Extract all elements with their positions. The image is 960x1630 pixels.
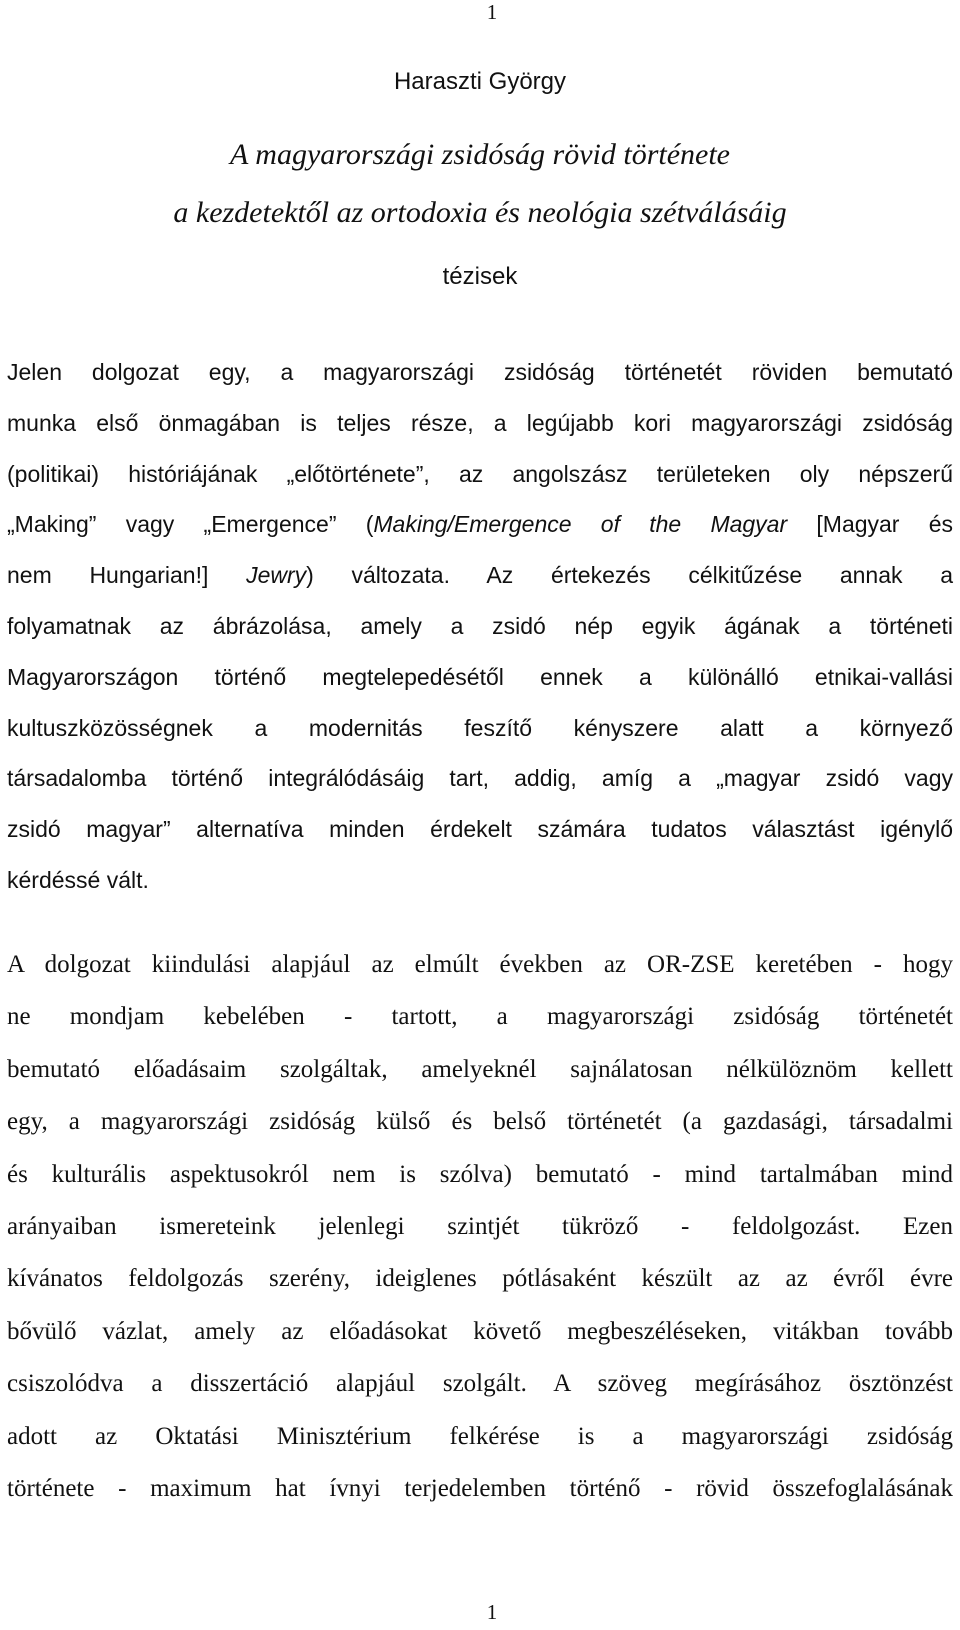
paragraph-2 xyxy=(7,939,953,1515)
author-name: Haraszti György xyxy=(393,68,567,95)
paragraph-1-line xyxy=(7,499,953,550)
paragraph-1-text: nem Hungarian!] xyxy=(7,562,247,589)
paragraph-1-italic-text: Making/Emergence of the Magyar xyxy=(373,511,788,538)
paragraph-1-line: zsidó magyar” alternatíva minden érdekelt számára tudatos választást igénylő xyxy=(7,816,953,843)
paragraph-2-line: A dolgozat kiindulási alapjául az elmúlt években az OR-ZSE keretében - hogy xyxy=(7,951,953,978)
paragraph-1-text: „Making” vagy „Emergence” ( xyxy=(7,511,374,538)
paragraph-1-line: kérdéssé vált. xyxy=(7,866,149,893)
page-number-bottom: 1 xyxy=(486,1600,498,1624)
paragraph-2-line: arányaiban ismereteink jelenlegi szintjét tükröző - feldolgozást. Ezen xyxy=(7,1212,953,1240)
paragraph-1-italic-text: Jewry xyxy=(246,562,307,589)
paragraph-2-line: ne mondjam kebelében - tartott, a magyarországi zsidóság történetét xyxy=(7,1003,953,1031)
paragraph-1-line: (politikai) históriájának „előtörténete”, az angolszász területeken oly népszerű xyxy=(7,460,953,487)
paragraph-2-line: bővülő vázlat, amely az előadásokat követő megbeszéléseken, vitákban tovább xyxy=(7,1317,953,1345)
paragraph-2-line: adott az Oktatási Minisztérium felkérése is a magyarországi zsidóság xyxy=(7,1422,953,1450)
paragraph-2-line: bemutató előadásaim szolgáltak, amelyeknél sajnálatosan nélkülöznöm kellett xyxy=(7,1055,953,1083)
title-line-1: A magyarországi zsidóság rövid története xyxy=(230,138,730,171)
paragraph-2-line: és kulturális aspektusokról nem is szólva) bemutató - mind tartalmában mind xyxy=(7,1160,953,1188)
paragraph-1-line: Magyarországon történő megtelepedésétől ennek a különálló etnikai-vallási xyxy=(7,663,953,690)
paragraph-2-line: története - maximum hat ívnyi terjedelemben történő - rövid összefoglalásának xyxy=(7,1474,953,1502)
subtitle: tézisek xyxy=(442,263,518,290)
paragraph-1-line: társadalomba történő integrálódásáig tart, addig, amíg a „magyar zsidó vagy xyxy=(7,765,953,792)
paragraph-2-line: csiszolódva a disszertáció alapjául szolgált. A szöveg megírásához ösztönzést xyxy=(7,1370,953,1398)
paragraph-2-line: egy, a magyarországi zsidóság külső és belső történetét (a gazdasági, társadalmi xyxy=(7,1108,953,1136)
paragraph-1-line: kultuszközösségnek a modernitás feszítő kényszere alatt a környező xyxy=(7,714,953,741)
paragraph-1-line: munka első önmagában is teljes része, a legújabb kori magyarországi zsidóság xyxy=(7,409,953,436)
paragraph-1-text: [Magyar és xyxy=(787,511,954,538)
title-line-2: a kezdetektől az ortodoxia és neológia szétválásáig xyxy=(173,196,787,229)
paragraph-2-line: kívánatos feldolgozás szerény, ideiglenes pótlásaként készült az az évről évre xyxy=(7,1265,953,1293)
page-number-top: 1 xyxy=(486,0,498,24)
paragraph-1-line: Jelen dolgozat egy, a magyarországi zsidóság történetét röviden bemutató xyxy=(7,359,953,385)
paragraph-1-line xyxy=(7,550,953,601)
paragraph-1 xyxy=(7,347,953,906)
paragraph-1-text: ) változata. Az értekezés célkitűzése annak a xyxy=(306,562,954,589)
paragraph-1-line: folyamatnak az ábrázolása, amely a zsidó nép egyik ágának a történeti xyxy=(7,612,953,639)
